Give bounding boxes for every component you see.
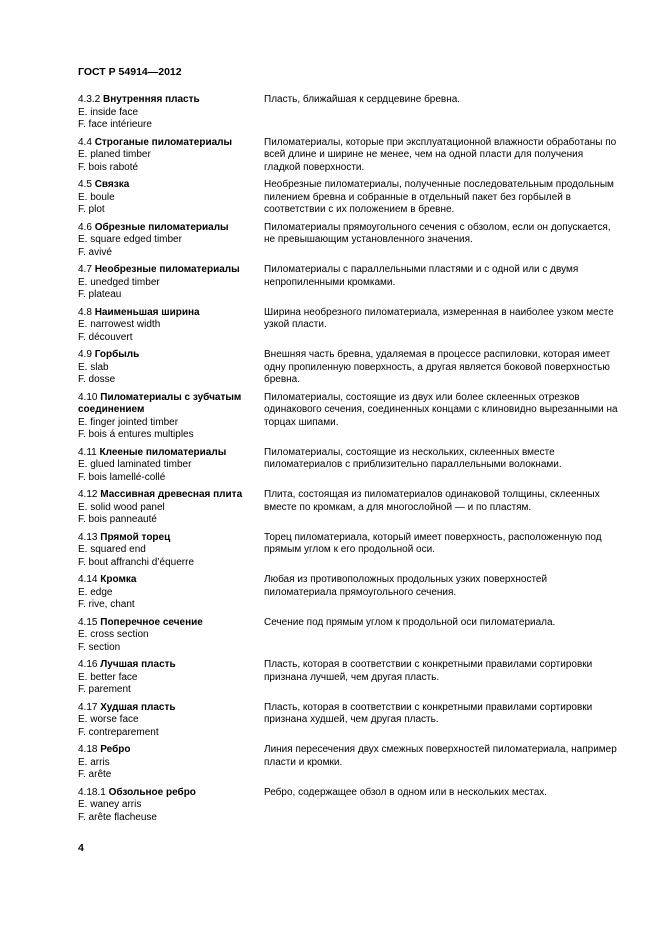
term-number: 4.14: [78, 574, 98, 585]
term-line: [78, 222, 264, 235]
term-english: E. better face: [78, 671, 138, 683]
term-french: F. bois panneauté: [78, 514, 157, 525]
term-number: 4.15: [78, 616, 98, 628]
term-block: [78, 532, 264, 570]
term-block: [78, 264, 264, 302]
term-entry: [78, 222, 618, 260]
term-english: E. glued laminated timber: [78, 459, 192, 470]
term-english: E. inside face: [78, 106, 139, 118]
term-english: E. square edged timber: [78, 234, 182, 245]
term-line: [78, 349, 264, 362]
term-block: [78, 787, 264, 825]
term-russian: Необрезные пиломатериалы: [94, 264, 240, 275]
term-russian: Ребро: [100, 744, 131, 755]
term-russian: Прямой торец: [100, 531, 171, 543]
term-definition: Внешняя часть бревна, удаляемая в процессе распиловки, которая имеет одну пропиленную поверхность, а другая является боковой поверхностью бревна.: [264, 349, 611, 385]
term-block: [78, 179, 264, 217]
term-entry: [78, 787, 618, 825]
term-line: [78, 489, 264, 502]
page-number: 4: [78, 842, 84, 854]
term-french: F. bois raboté: [78, 161, 139, 173]
term-russian: Наименьшая ширина: [94, 306, 200, 318]
term-line: [78, 744, 264, 757]
term-russian: Лучшая пласть: [100, 659, 176, 670]
term-french: F. bois lamellé-collé: [78, 471, 166, 483]
term-entry: [78, 94, 618, 132]
term-french: F. découvert: [78, 331, 133, 343]
term-french: F. avivé: [78, 246, 112, 258]
term-line: [78, 447, 264, 460]
term-number: 4.4: [78, 136, 92, 148]
term-entry: [78, 702, 618, 740]
term-english: E. planed timber: [78, 149, 151, 160]
term-block: [78, 447, 264, 485]
term-french: F. dosse: [78, 374, 116, 385]
term-definition: Торец пиломатериала, который имеет поверхность, расположенную под прямым углом к его продольной оси.: [264, 531, 602, 555]
term-entry: [78, 617, 618, 655]
term-russian: Кромка: [100, 574, 137, 585]
term-definition: Ребро, содержащее обзол в одном или в нескольких местах.: [264, 786, 548, 798]
term-english: E. unedged timber: [78, 276, 160, 288]
term-line: [78, 137, 264, 150]
term-number: 4.13: [78, 531, 98, 543]
term-definition: Пиломатериалы, которые при эксплуатационной влажности обработаны по всей длине и ширине не менее, чем на одной пласти для получения гладкой поверхности.: [264, 136, 617, 173]
term-entry: [78, 137, 618, 175]
term-entry: [78, 349, 618, 387]
term-entry: [78, 264, 618, 302]
term-line: [78, 179, 264, 192]
term-number: 4.10: [78, 391, 98, 403]
term-entry: [78, 447, 618, 485]
standard-header: ГОСТ Р 54914—2012: [78, 66, 182, 78]
term-line: [78, 94, 264, 107]
term-definition: Сечение под прямым углом к продольной оси пиломатериала.: [264, 616, 556, 628]
term-entry: [78, 659, 618, 697]
term-number: 4.17: [78, 701, 98, 713]
term-english: E. worse face: [78, 714, 139, 725]
term-line: [78, 264, 264, 277]
term-definition: Любая из противоположных продольных узких поверхностей пиломатериала прямоугольного сечения.: [264, 574, 548, 598]
term-russian: Худшая пласть: [100, 701, 176, 713]
term-entry: [78, 574, 618, 612]
term-entry: [78, 489, 618, 527]
term-english: E. arris: [78, 756, 110, 768]
term-french: F. parement: [78, 684, 131, 695]
term-russian: Массивная древесная плита: [100, 489, 243, 500]
term-english: E. boule: [78, 191, 115, 203]
term-french: F. plot: [78, 204, 105, 215]
term-french: F. rive, chant: [78, 599, 135, 610]
term-english: E. narrowest width: [78, 319, 161, 330]
term-number: 4.5: [78, 179, 92, 190]
term-french: F. arête: [78, 769, 112, 780]
term-french: F. section: [78, 641, 121, 653]
term-block: [78, 702, 264, 740]
term-block: [78, 574, 264, 612]
term-french: F. arête flacheuse: [78, 811, 157, 823]
term-english: E. waney arris: [78, 799, 142, 810]
term-entry: [78, 392, 618, 442]
term-russian: Строганые пиломатериалы: [94, 136, 233, 148]
term-definition: Пласть, которая в соответствии с конкретными правилами сортировки признана лучшей, чем другая пласть.: [264, 659, 593, 683]
term-number: 4.16: [78, 659, 98, 670]
term-definition: Пиломатериалы, состоящие из нескольких, склеенных вместе пиломатериалов с приблизительно параллельными волокнами.: [264, 446, 562, 470]
term-block: [78, 617, 264, 655]
term-russian: Обзольное ребро: [108, 786, 196, 798]
term-english: E. edge: [78, 586, 113, 598]
term-english: E. solid wood panel: [78, 501, 165, 513]
term-french: F. bois á entures multiples: [78, 429, 194, 440]
term-number: 4.3.2: [78, 94, 101, 105]
term-block: [78, 222, 264, 260]
term-russian: Пиломатериалы с зубчатым соединением: [78, 391, 242, 415]
term-definition: Пиломатериалы, состоящие из двух или более склеенных отрезков одинакового сечения, соединенных концами с клиновидно вырезанными на торцах шипами.: [264, 391, 618, 428]
term-number: 4.9: [78, 349, 92, 360]
term-block: [78, 744, 264, 782]
term-block: [78, 94, 264, 132]
term-french: F. plateau: [78, 289, 122, 300]
term-line: [78, 702, 264, 715]
term-entry: [78, 179, 618, 217]
term-russian: Обрезные пиломатериалы: [94, 221, 229, 233]
term-line: [78, 617, 264, 630]
term-list: [78, 94, 618, 829]
term-block: [78, 659, 264, 697]
term-line: [78, 532, 264, 545]
term-block: [78, 307, 264, 345]
term-french: F. face intérieure: [78, 119, 152, 130]
term-russian: Связка: [94, 179, 130, 190]
term-line: [78, 392, 264, 417]
term-definition: Плита, состоящая из пиломатериалов одинаковой толщины, склеенных вместе по кромкам, а для многослойной — и по пластям.: [264, 489, 600, 513]
term-english: E. squared end: [78, 544, 146, 555]
term-line: [78, 307, 264, 320]
term-line: [78, 659, 264, 672]
term-definition: Пиломатериалы с параллельными пластями и с одной или с двумя непропиленными кромками.: [264, 264, 579, 288]
term-definition: Пиломатериалы прямоугольного сечения с обзолом, если он допускается, не превышающим установленного значения.: [264, 221, 611, 245]
term-block: [78, 137, 264, 175]
term-number: 4.6: [78, 221, 92, 233]
term-english: E. slab: [78, 361, 109, 373]
term-english: E. cross section: [78, 629, 149, 640]
term-number: 4.18.1: [78, 786, 106, 798]
term-number: 4.8: [78, 306, 92, 318]
term-french: F. contreparement: [78, 726, 159, 738]
term-line: [78, 787, 264, 800]
term-number: 4.11: [78, 446, 97, 458]
term-russian: Поперечное сечение: [100, 616, 203, 628]
term-french: F. bout affranchi d’équerre: [78, 556, 195, 568]
term-block: [78, 489, 264, 527]
term-entry: [78, 307, 618, 345]
term-definition: Пласть, ближайшая к сердцевине бревна.: [264, 94, 461, 105]
term-entry: [78, 532, 618, 570]
term-number: 4.7: [78, 264, 92, 275]
term-russian: Клееные пиломатериалы: [99, 446, 227, 458]
term-block: [78, 349, 264, 387]
term-definition: Линия пересечения двух смежных поверхностей пиломатериала, например пласти и кромки.: [264, 744, 617, 768]
term-definition: Ширина необрезного пиломатериала, измеренная в наиболее узком месте узкой пласти.: [264, 306, 614, 330]
term-block: [78, 392, 264, 442]
term-russian: Горбыль: [94, 349, 140, 360]
term-number: 4.12: [78, 489, 98, 500]
term-entry: [78, 744, 618, 782]
term-russian: Внутренняя пласть: [103, 94, 200, 105]
term-definition: Необрезные пиломатериалы, полученные последовательным продольным пилением бревна и собранные в отдельный пакет без горбылей в соответствии с их положением в бревне.: [264, 179, 614, 215]
term-english: E. finger jointed timber: [78, 416, 179, 428]
term-number: 4.18: [78, 744, 98, 755]
term-line: [78, 574, 264, 587]
term-definition: Пласть, которая в соответствии с конкретными правилами сортировки признана худшей, чем другая пласть.: [264, 701, 593, 725]
